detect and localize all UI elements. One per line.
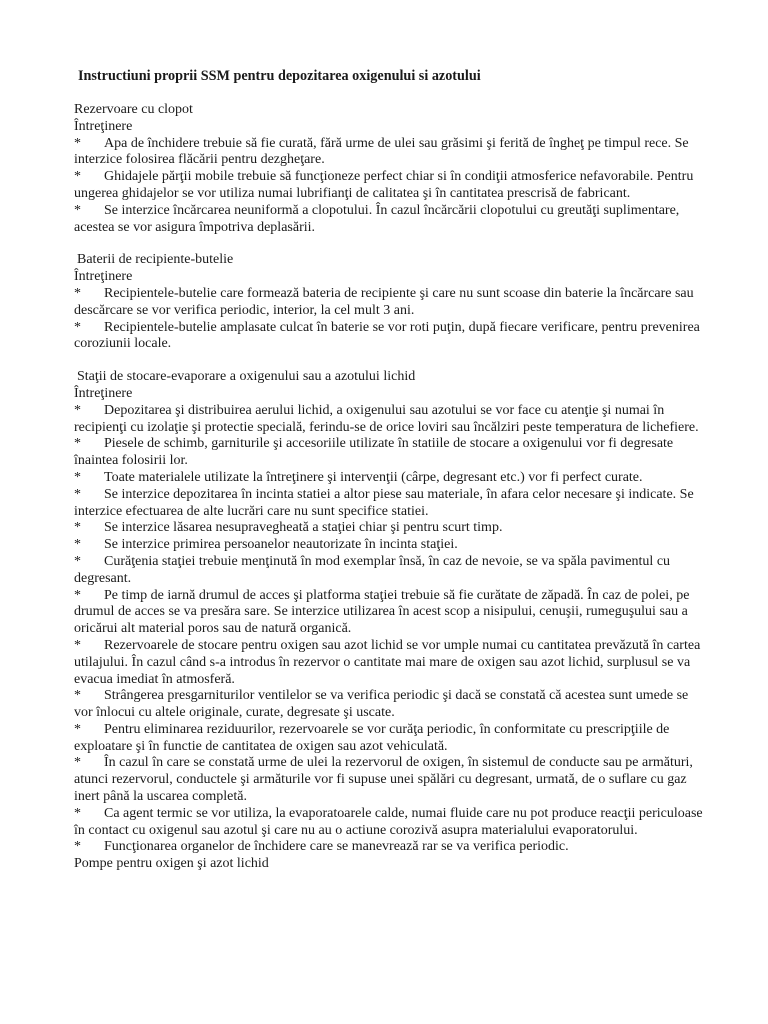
list-item — [74, 286, 704, 320]
list-item-text: Pentru eliminarea reziduurilor, rezervoarele se vor curăţa periodic, în conformitate cu prescripţiile de exploatare şi în functie de cantitatea de oxigen sau azot vehiculată. — [74, 721, 670, 754]
bullet-marker: * — [74, 637, 81, 653]
section-statii-de-stocare — [74, 369, 704, 856]
bullet-marker: * — [74, 469, 81, 485]
list-item-text: Depozitarea şi distribuirea aerului lichid, a oxigenului sau azotului se vor face cu atenţie şi numai în recipienţi cu izolaţie şi protectie specială, ferindu-se de orice loviri sau încălziri peste temperatura de lichefiere. — [74, 402, 699, 435]
list-item — [74, 487, 704, 521]
list-item — [74, 203, 704, 237]
section-subheading: Întreţinere — [74, 118, 133, 134]
section-subheading: Întreţinere — [74, 269, 133, 285]
bullet-marker: * — [74, 520, 81, 536]
list-item — [74, 136, 704, 170]
list-item — [74, 320, 704, 354]
list-item — [74, 588, 704, 638]
list-item — [74, 169, 704, 203]
list-item-text: Recipientele-butelie amplasate culcat în baterie se vor roti puţin, după fiecare verificare, pentru prevenirea coroziunii locale. — [74, 319, 700, 352]
section-heading: Pompe pentru oxigen şi azot lichid — [74, 856, 269, 872]
list-item — [74, 537, 704, 554]
list-item-text: Curăţenia staţiei trebuie menţinută în mod exemplar însă, în caz de nevoie, se va spăla pavimentul cu degresant. — [74, 553, 671, 586]
list-item — [74, 470, 704, 487]
list-item — [74, 688, 704, 722]
bullet-marker: * — [74, 202, 81, 218]
bullet-marker: * — [74, 755, 81, 771]
list-item-text: Se interzice depozitarea în incinta statiei a altor piese sau materiale, în afara celor necesare şi indicate. Se interzice efectuarea de alte lucrări care nu sunt specifice statiei. — [74, 486, 694, 519]
document-title: Instructiuni proprii SSM pentru depozitarea oxigenului si azotului — [78, 68, 481, 84]
list-item — [74, 520, 704, 537]
bullet-marker: * — [74, 486, 81, 502]
section-heading: Rezervoare cu clopot — [74, 102, 193, 117]
section-heading: Staţii de stocare-evaporare a oxigenului sau a azotului lichid — [77, 369, 416, 385]
bullet-marker: * — [74, 169, 81, 185]
bullet-marker: * — [74, 721, 81, 737]
spacer — [74, 236, 704, 252]
list-item — [74, 554, 704, 588]
list-item-text: Pe timp de iarnă drumul de acces şi platforma staţiei trebuie să fie curătate de zăpadă. În caz de polei, pe drumul de acces se va presăra sare. Se interzice utilizarea în acest scop a nisipului, cenuşii, rumeguşului sau a oricărui alt material poros sau de natură organică. — [74, 587, 690, 637]
spacer — [74, 353, 704, 369]
bullet-marker: * — [74, 135, 81, 151]
list-item — [74, 755, 704, 805]
list-item — [74, 722, 704, 756]
list-item-text: În cazul în care se constată urme de ulei la rezervorul de oxigen, în sistemul de conducte sau pe armături, atunci rezervorul, conductele şi armăturile vor fi supuse unei spălări cu degresant, urmată, de o suflare cu gaz inert până la uscarea completă. — [74, 755, 693, 805]
bullet-marker: * — [74, 839, 81, 855]
list-item — [74, 806, 704, 840]
bullet-marker: * — [74, 436, 81, 452]
bullet-marker: * — [74, 537, 81, 553]
document-page — [74, 68, 704, 873]
list-item-text: Se interzice primirea persoanelor neautorizate în incinta staţiei. — [104, 537, 458, 553]
bullet-marker: * — [74, 319, 81, 335]
section-heading: Baterii de recipiente-butelie — [77, 252, 234, 268]
bullet-marker: * — [74, 587, 81, 603]
list-item-text: Rezervoarele de stocare pentru oxigen sau azot lichid se vor umple numai cu cantitatea prevăzută în cartea utilajului. În cazul când s-a introdus în rezervor o cantitate mai mare de oxigen sau azot lichid, surplusul se va evacua imediat în atmosferă. — [74, 637, 701, 687]
section-pompe — [74, 856, 704, 873]
section-baterii-de-recipiente — [74, 252, 704, 353]
section-subheading: Întreţinere — [74, 385, 133, 401]
list-item — [74, 436, 704, 470]
list-item-text: Ghidajele părţii mobile trebuie să funcţioneze perfect chiar si în condiţii atmosferice nefavorabile. Pentru ungerea ghidajelor se vor utiliza numai lubrifianţi de calitatea şi în cantitatea prescrisă de fabricant. — [74, 169, 694, 201]
list-item-text: Funcţionarea organelor de închidere care se manevrează rar se va verifica periodic. — [104, 839, 569, 855]
bullet-marker: * — [74, 285, 81, 301]
bullet-marker: * — [74, 553, 81, 569]
list-item-text: Se interzice încărcarea neuniformă a clopotului. În cazul încărcării clopotului cu greutăţi suplimentare, acestea se vor asigura împotriva deplasării. — [74, 202, 680, 235]
list-item — [74, 638, 704, 688]
bullet-marker: * — [74, 805, 81, 821]
list-item — [74, 403, 704, 437]
bullet-marker: * — [74, 688, 81, 704]
list-item-text: Piesele de schimb, garniturile şi accesoriile utilizate în statiile de stocare a oxigenului vor fi degresate înaintea folosirii lor. — [74, 436, 674, 469]
list-item-text: Se interzice lăsarea nesupravegheată a staţiei chiar şi pentru scurt timp. — [104, 520, 503, 536]
section-rezervoare-cu-clopot — [74, 102, 704, 236]
bullet-marker: * — [74, 402, 81, 418]
spacer — [74, 86, 704, 102]
list-item-text: Recipientele-butelie care formează bateria de recipiente şi care nu sunt scoase din baterie la încărcare sau descărcare se vor verifica periodic, interior, la cel mult 3 ani. — [74, 285, 694, 318]
list-item-text: Ca agent termic se vor utiliza, la evaporatoarele calde, numai fluide care nu pot produce reacţii periculoase în contact cu oxigenul sau azotul şi care nu au o actiune corozivă asupra materialului evaporatorului. — [74, 805, 703, 838]
list-item-text: Apa de închidere trebuie să fie curată, fără urme de ulei sau grăsimi şi ferită de îngheţ pe timpul rece. Se interzice folosirea flăcării pentru dezgheţare. — [74, 135, 689, 168]
list-item-text: Strângerea presgarniturilor ventilelor se va verifica periodic şi dacă se constată că acestea sunt umede se vor înlocui cu altele originale, curate, degresate şi uscate. — [74, 688, 689, 721]
list-item-text: Toate materialele utilizate la întreţinere şi intervenţii (cârpe, degresant etc.) vor fi perfect curate. — [104, 469, 643, 485]
list-item — [74, 839, 704, 856]
